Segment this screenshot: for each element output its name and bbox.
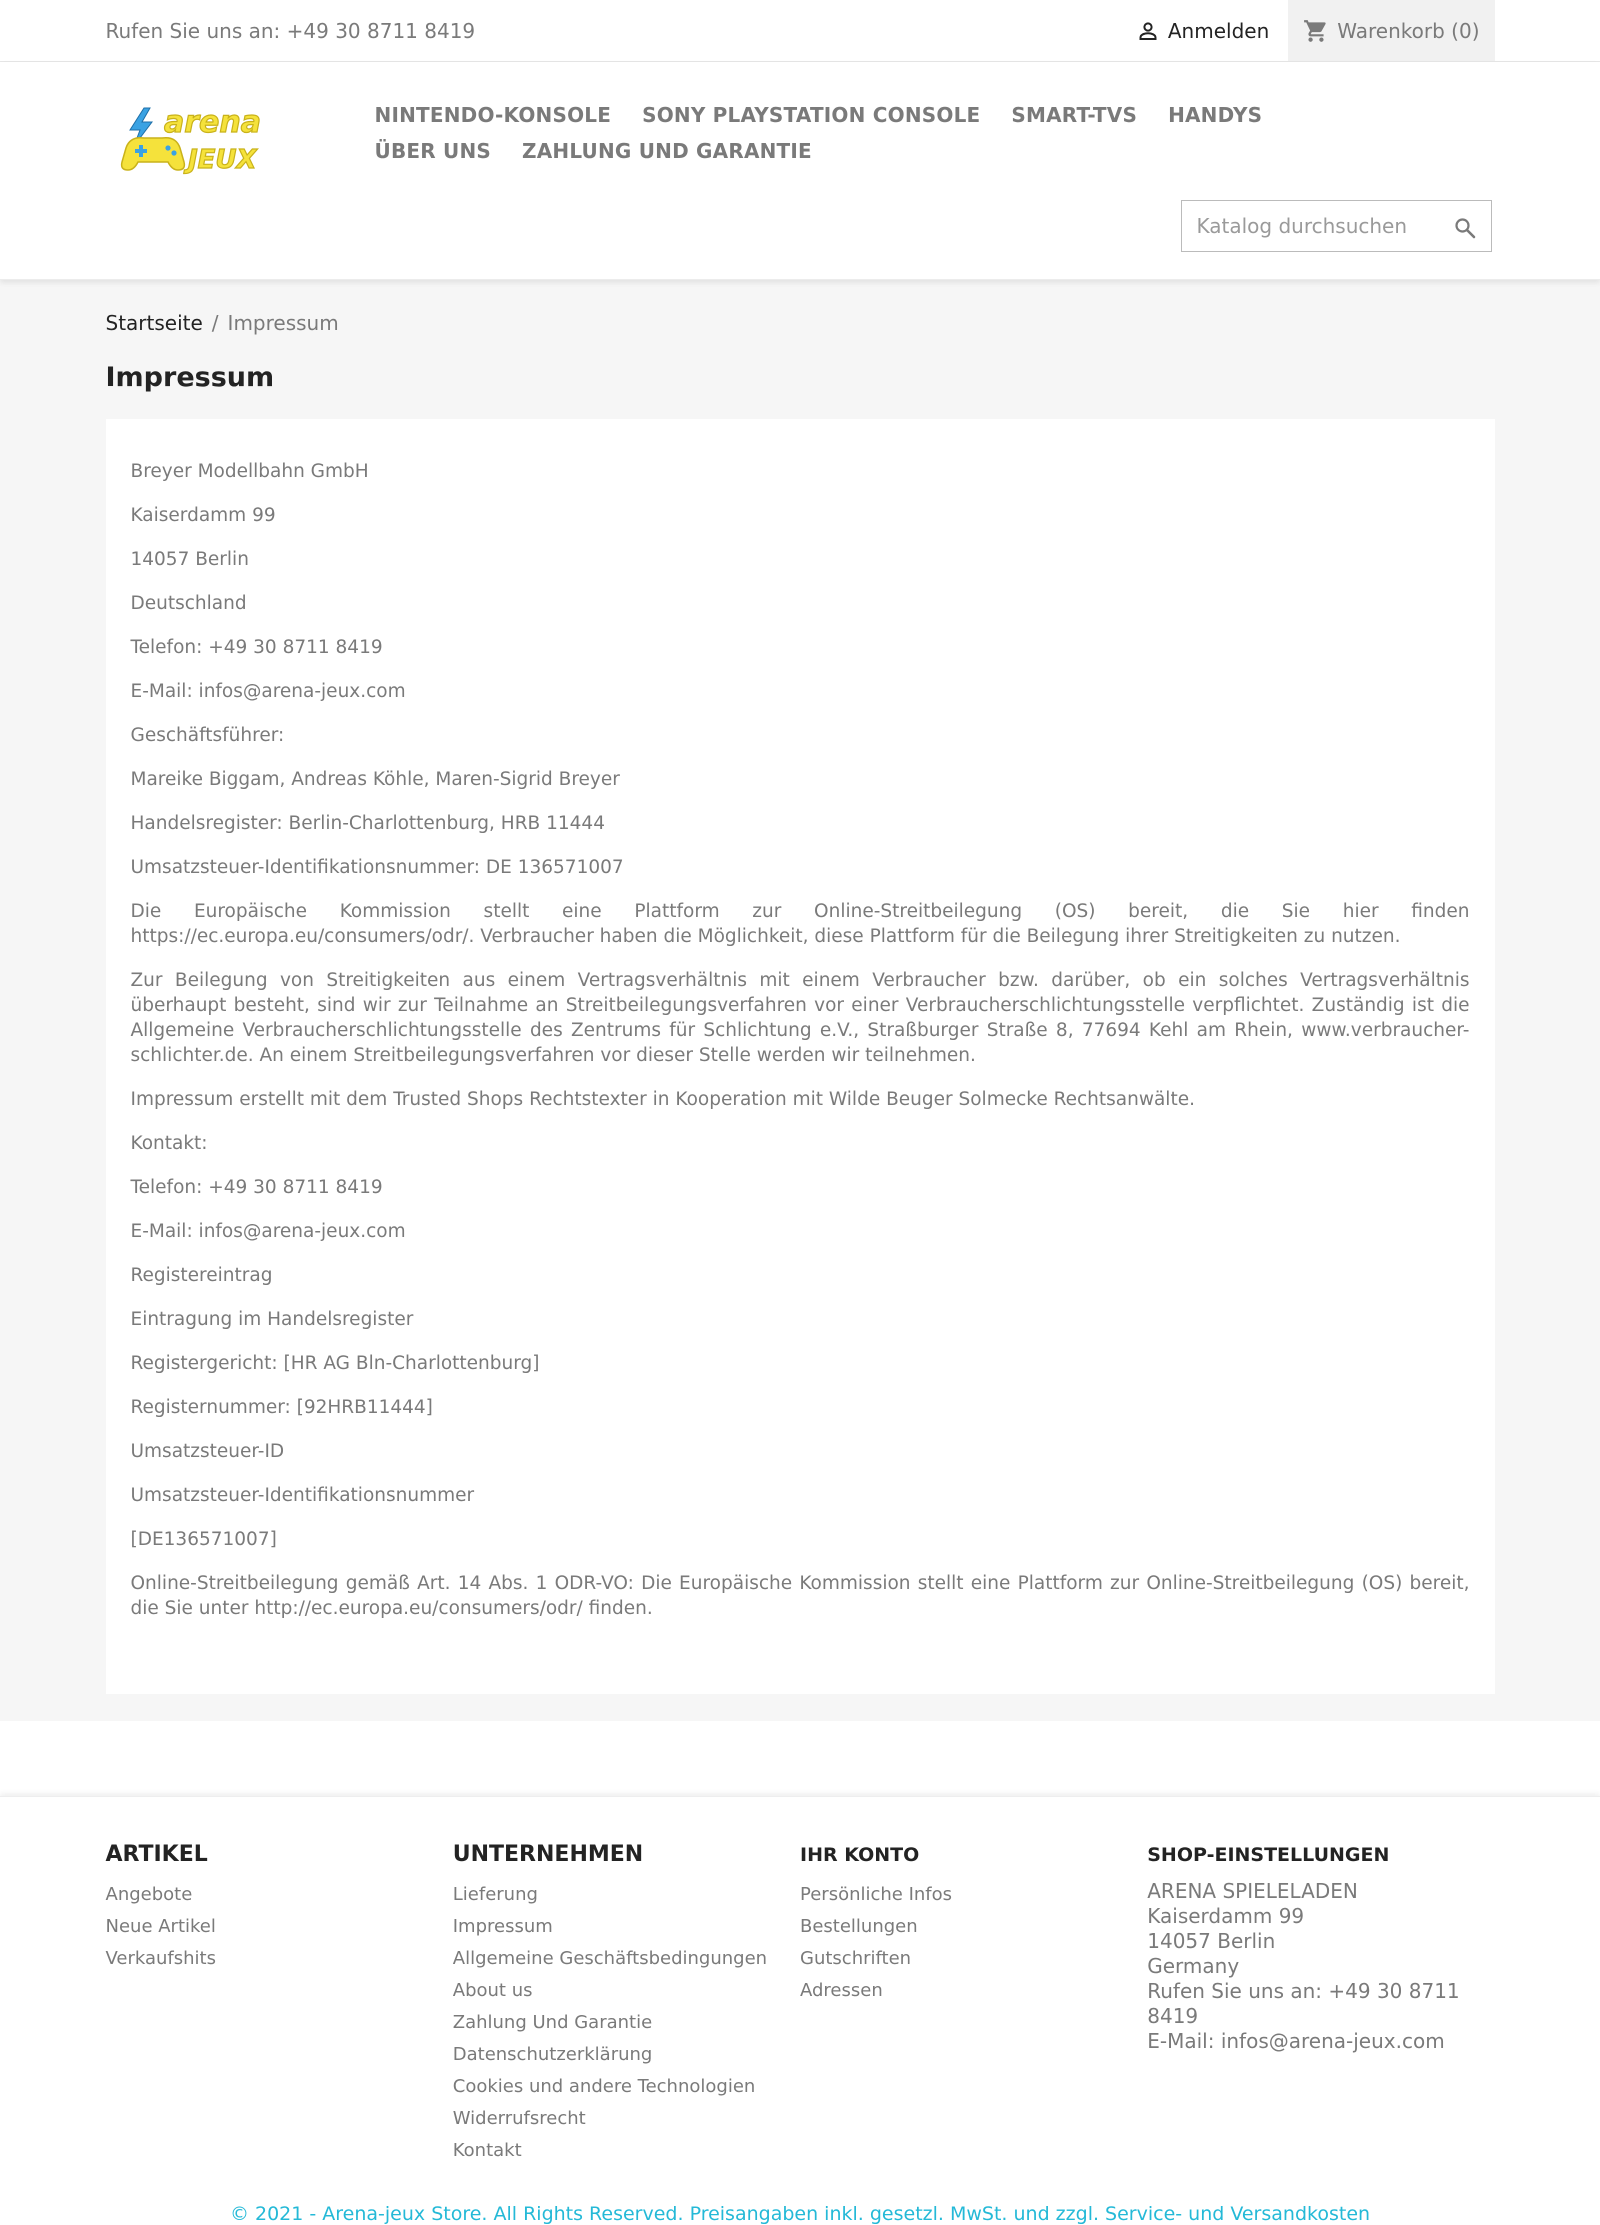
shopping-cart-icon <box>1303 18 1329 44</box>
footer-heading-konto: IHR KONTO <box>800 1844 920 1866</box>
vat-id-number-label: Umsatzsteuer-Identifikationsnummer <box>130 1485 475 1506</box>
street-address: Kaiserdamm 99 <box>130 505 276 526</box>
footer-link-agb[interactable]: Allgemeine Geschäftsbedingungen <box>452 1948 768 1969</box>
store-city: 14057 Berlin <box>1147 1929 1276 1953</box>
main-wrapper <box>0 280 1600 1721</box>
dispute-paragraph: Zur Beilegung von Streitigkeiten aus einem Vertragsverhältnis mit einem Verbraucher bzw. darüber, ob ein solches Vertragsverhältnis überhaupt besteht, sind wir zur Teilnahme an Streitbeilegungsverfahren vor einer Verbraucherschlichtungsstelle verpflichtet. Zuständig ist die Allgemeine Verbraucherschlichtungsstelle des Zentrums für Schlichtung e.V., Straßburger Straße 8, 77694 Kehl am Rhein, www.verbraucher-schlichter.de. An einem Streitbeilegungsverfahren vor dieser Stelle werden wir teilnehmen. <box>130 970 1470 1066</box>
footer-link-angebote[interactable]: Angebote <box>105 1884 193 1905</box>
managing-directors-label: Geschäftsführer: <box>130 725 285 746</box>
email: E-Mail: infos@arena-jeux.com <box>130 681 406 702</box>
cart-button[interactable] <box>1288 0 1494 61</box>
company-name: Breyer Modellbahn GmbH <box>130 461 369 482</box>
register-entry: Eintragung im Handelsregister <box>130 1309 414 1330</box>
footer-link-neue-artikel[interactable]: Neue Artikel <box>105 1916 216 1937</box>
store-name: ARENA SPIELELADEN <box>1147 1879 1358 1903</box>
footer-link-lieferung[interactable]: Lieferung <box>452 1884 538 1905</box>
contact-phone-line: Telefon: +49 30 8711 8419 <box>130 1177 383 1198</box>
register-number: Registernummer: [92HRB11444] <box>130 1397 433 1418</box>
contact-phone: Rufen Sie uns an: +49 30 8711 8419 <box>105 18 476 43</box>
store-email: E-Mail: infos@arena-jeux.com <box>1147 2029 1445 2053</box>
store-street: Kaiserdamm 99 <box>1147 1904 1305 1928</box>
nav-item-nintendo[interactable]: NINTENDO-KONSOLE <box>374 103 612 127</box>
footer-link-about-us[interactable]: About us <box>452 1980 533 2001</box>
footer-link-cookies[interactable]: Cookies und andere Technologien <box>452 2076 756 2097</box>
site-footer <box>0 1796 1600 2225</box>
register-entry-label: Registereintrag <box>130 1265 273 1286</box>
nav-item-about[interactable]: ÜBER UNS <box>374 139 491 163</box>
commercial-register: Handelsregister: Berlin-Charlottenburg, HRB 11444 <box>130 813 605 834</box>
topbar-actions <box>1136 0 1495 61</box>
breadcrumb-current: Impressum <box>227 311 339 335</box>
page-title: Impressum <box>105 362 275 393</box>
footer-link-widerrufsrecht[interactable]: Widerrufsrecht <box>452 2108 586 2129</box>
store-phone-cont: 8419 <box>1147 2004 1199 2028</box>
footer-heading-unternehmen: UNTERNEHMEN <box>452 1842 644 1867</box>
footer-heading-shop: SHOP-EINSTELLUNGEN <box>1147 1844 1390 1866</box>
svg-text:JEUX: JEUX <box>187 145 257 175</box>
managing-directors: Mareike Biggam, Andreas Köhle, Maren-Sigrid Breyer <box>130 769 620 790</box>
search-icon[interactable] <box>1453 216 1477 240</box>
odr-paragraph: Die Europäische Kommission stellt eine Plattform zur Online-Streitbeilegung (OS) bereit, die Sie hier finden https://ec.europa.eu/consumers/odr/. Verbraucher haben die Möglichkeit, diese Plattform für die Beilegung ihrer Streitigkeiten zu nutzen. <box>130 901 1470 947</box>
nav-item-playstation[interactable]: SONY PLAYSTATION CONSOLE <box>642 103 981 127</box>
search-input[interactable] <box>1195 213 1449 239</box>
footer-link-adressen[interactable]: Adressen <box>800 1980 883 2001</box>
footer-link-verkaufshits[interactable]: Verkaufshits <box>105 1948 216 1969</box>
vat-id-label: Umsatzsteuer-ID <box>130 1441 285 1462</box>
signin-label: Anmelden <box>1167 18 1270 43</box>
nav-item-smart-tvs[interactable]: SMART-TVS <box>1011 103 1138 127</box>
site-header <box>0 62 1600 280</box>
register-court: Registergericht: [HR AG Bln-Charlottenburg] <box>130 1353 540 1374</box>
phone: Telefon: +49 30 8711 8419 <box>130 637 383 658</box>
footer-col-artikel <box>106 1840 453 2195</box>
footer-link-bestellungen[interactable]: Bestellungen <box>800 1916 918 1937</box>
user-icon <box>1136 19 1160 43</box>
footer-heading-artikel: ARTIKEL <box>105 1842 208 1867</box>
footer-link-datenschutz[interactable]: Datenschutzerklärung <box>452 2044 653 2065</box>
country: Deutschland <box>130 593 247 614</box>
spacer <box>0 1721 1600 1796</box>
trusted-shops-note: Impressum erstellt mit dem Trusted Shops Rechtstexter in Kooperation mit Wilde Beuger Solmecke Rechtsanwälte. <box>130 1089 1195 1110</box>
footer-link-persoenliche-infos[interactable]: Persönliche Infos <box>800 1884 953 1905</box>
signin-link[interactable] <box>1136 19 1269 43</box>
breadcrumb-separator: / <box>211 311 219 335</box>
nav-item-payment[interactable]: ZAHLUNG UND GARANTIE <box>522 139 812 163</box>
store-country: Germany <box>1147 1954 1240 1978</box>
vat-id: Umsatzsteuer-Identifikationsnummer: DE 136571007 <box>130 857 624 878</box>
svg-text:arena: arena <box>163 105 261 140</box>
footer-col-unternehmen <box>453 1840 800 2195</box>
footer-link-kontakt[interactable]: Kontakt <box>452 2140 522 2161</box>
store-logo[interactable] <box>120 100 292 180</box>
footer-col-shop <box>1147 1840 1494 2195</box>
breadcrumb <box>106 280 1495 341</box>
footer-link-impressum[interactable]: Impressum <box>452 1916 553 1937</box>
city: 14057 Berlin <box>130 549 249 570</box>
breadcrumb-home[interactable]: Startseite <box>105 311 203 335</box>
cart-label: Warenkorb (0) <box>1337 18 1480 43</box>
arena-jeux-logo <box>120 100 292 180</box>
main-nav <box>375 100 1375 166</box>
vat-id-number: [DE136571007] <box>130 1529 277 1550</box>
store-phone: Rufen Sie uns an: +49 30 8711 <box>1147 1979 1460 2003</box>
online-dispute-paragraph: Online-Streitbeilegung gemäß Art. 14 Abs. 1 ODR-VO: Die Europäische Kommission stellt eine Plattform zur Online-Streitbeilegung (OS) bereit, die Sie unter http://ec.europa.eu/consumers/odr/ finden. <box>130 1573 1470 1619</box>
footer-link-gutschriften[interactable]: Gutschriften <box>800 1948 912 1969</box>
copyright-link[interactable]: © 2021 - Arena-jeux Store. All Rights Reserved. Preisangaben inkl. gesetzl. MwSt. und zzgl. Service- und Versandkosten <box>229 2203 1371 2225</box>
nav-item-handys[interactable]: HANDYS <box>1168 103 1263 127</box>
contact-email-line: E-Mail: infos@arena-jeux.com <box>130 1221 406 1242</box>
impressum-content <box>106 419 1495 1694</box>
footer-col-konto <box>800 1840 1147 2195</box>
footer-link-zahlung[interactable]: Zahlung Und Garantie <box>452 2012 653 2033</box>
top-bar <box>0 0 1600 62</box>
search-box <box>1181 200 1492 252</box>
contact-label: Kontakt: <box>130 1133 208 1154</box>
